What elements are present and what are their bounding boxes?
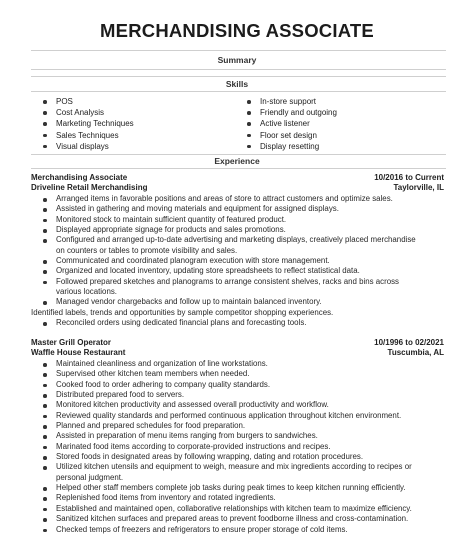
list-item: Managed vendor chargebacks and follow up to maintain balanced inventory. [56, 297, 444, 307]
job-company-row [31, 183, 444, 192]
job-dates: 10/2016 to Current [374, 173, 444, 182]
divider [31, 91, 446, 92]
divider [31, 168, 446, 169]
skill-item: Sales Techniques [56, 130, 134, 141]
list-item: Checked temps of freezers and refrigerators to ensure proper storage of cold items. [56, 525, 444, 535]
list-item: Reconciled orders using dedicated financial plans and forecasting tools. [56, 318, 444, 328]
list-item: Marinated food items according to corporate-provided instructions and recipes. [56, 442, 444, 452]
job-duties-list [31, 194, 444, 328]
list-item-continuation: personal judgment. [56, 472, 124, 482]
skill-item: Friendly and outgoing [260, 108, 337, 118]
job-location: Taylorville, IL [393, 183, 444, 192]
divider [31, 50, 446, 51]
skill-item: In-store support [260, 96, 337, 107]
list-item: Cooked food to order adhering to company quality standards. [56, 380, 444, 390]
list-item: Communicated and coordinated planogram execution with store management. [56, 256, 444, 266]
job-title-row [31, 173, 444, 182]
skill-item: Active listener [260, 118, 337, 129]
list-item: Utilized kitchen utensils and equipment to weigh, measure and mix ingredients according to recipes or [56, 462, 444, 472]
list-item: Configured and arranged up-to-date advertising and marketing displays, creatively placed merchandise [56, 235, 444, 245]
job-location: Tuscumbia, AL [387, 348, 444, 357]
skill-item: POS [56, 96, 134, 107]
job-title-row [31, 338, 444, 347]
job-company-row [31, 348, 444, 357]
list-item: Reviewed quality standards and performed continuous application throughout kitchen environment. [56, 411, 444, 421]
list-item: Helped other staff members complete job tasks during peak times to keep kitchen running efficiently. [56, 483, 444, 493]
section-heading-skills: Skills [225, 79, 249, 89]
list-item: Supervised other kitchen team members when needed. [56, 369, 444, 379]
list-item: Stored foods in designated areas by following wrapping, dating and rotation procedures. [56, 452, 444, 462]
divider [31, 69, 446, 70]
list-item: Displayed appropriate signage for products and sales promotions. [56, 225, 444, 235]
list-item-continuation: various locations. [56, 287, 117, 297]
skill-item: Floor set design [260, 130, 337, 141]
resume-name: MERCHANDISING ASSOCIATE [100, 20, 374, 41]
job-dates: 10/1996 to 02/2021 [374, 338, 444, 347]
section-heading-summary: Summary [217, 55, 257, 65]
list-item: Replenished food items from inventory and rotated ingredients. [56, 493, 444, 503]
list-item: Followed prepared sketches and planograms to arrange consistent shelves, racks and bins across [56, 277, 444, 287]
divider [31, 76, 446, 77]
list-item: Planned and prepared schedules for food preparation. [56, 421, 444, 431]
job-company: Waffle House Restaurant [31, 348, 126, 357]
section-heading-experience: Experience [214, 156, 260, 166]
list-item: Distributed prepared food to servers. [56, 390, 444, 400]
job-company: Driveline Retail Merchandising [31, 183, 148, 192]
skills-left-column [56, 96, 134, 152]
job-duties-list [56, 359, 444, 535]
list-item: Established and maintained open, collaborative relationships with kitchen team to maximize efficiency. [56, 504, 444, 514]
divider [31, 154, 446, 155]
skill-item: Marketing Techniques [56, 119, 134, 129]
skill-item: Cost Analysis [56, 107, 134, 118]
list-item-continuation: on counters or tables to promote visibility and sales. [56, 245, 238, 255]
list-item: Sanitized kitchen surfaces and prepared areas to prevent foodborne illness and cross-contamination. [56, 514, 444, 524]
list-item: Maintained cleanliness and organization of line workstations. [56, 359, 444, 369]
job-title: Master Grill Operator [31, 338, 112, 347]
list-item: Monitored stock to maintain sufficient quantity of featured product. [56, 215, 444, 225]
skill-item: Display resetting [260, 141, 337, 152]
list-item: Assisted in preparation of menu items ranging from burgers to sandwiches. [56, 431, 444, 441]
list-item: Arranged items in favorable positions and areas of store to attract customers and optimize sales. [56, 194, 444, 204]
list-item: Monitored kitchen productivity and assessed overall productivity and workflow. [56, 400, 444, 410]
skill-item: Visual displays [56, 141, 134, 152]
job-title: Merchandising Associate [31, 173, 128, 182]
list-item: Identified labels, trends and opportunities by sample competitor shopping experiences. [31, 307, 334, 317]
list-item: Assisted in gathering and moving materials and equipment for assigned displays. [56, 204, 444, 214]
list-item: Organized and located inventory, updating store spreadsheets to reflect statistical data. [56, 266, 444, 276]
skills-right-column [260, 96, 337, 152]
